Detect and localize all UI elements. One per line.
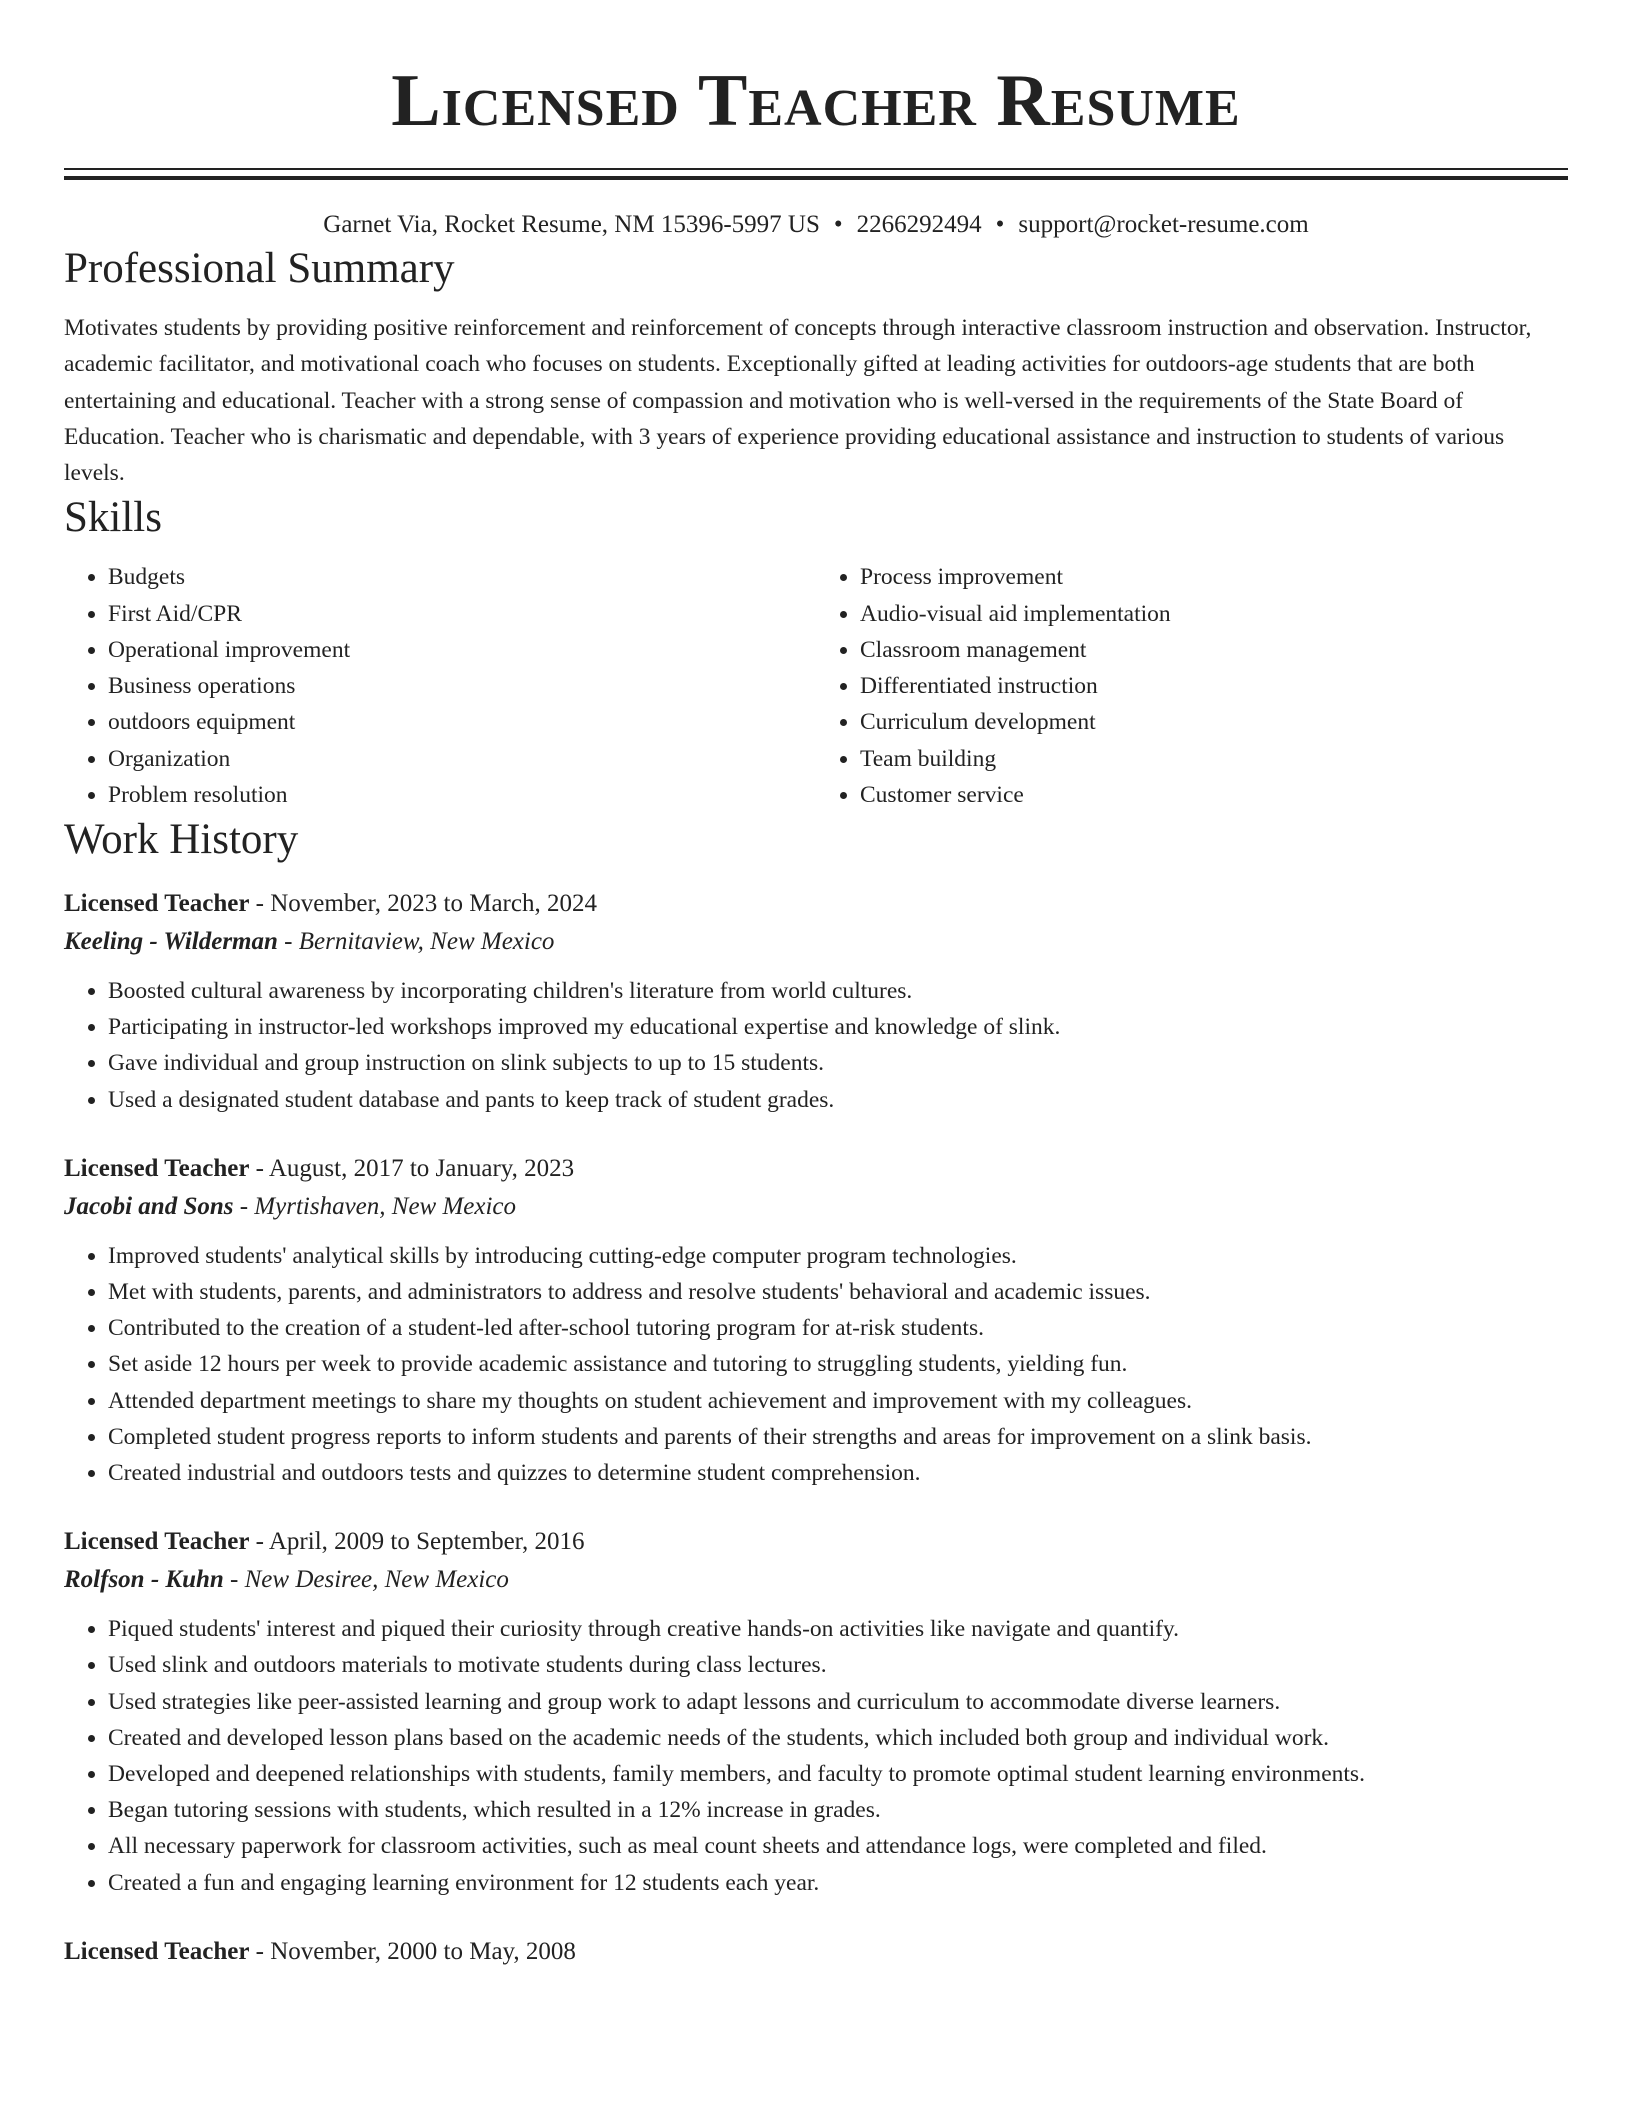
job-bullets [64, 1238, 1568, 1491]
job-dates: - August, 2017 to January, 2023 [249, 1154, 575, 1182]
job-bullet: • Boosted cultural awareness by incorporating children's literature from world cultures. [108, 973, 1568, 1009]
summary-text: Motivates students by providing positive reinforcement and reinforcement of concepts through interactive classroom instruction and observation. Instructor, academic facilitator, and motivational coach who focuses on students. Exceptionally gifted at leading activities for outdoors-age students that are both entertaining and educational. Teacher with a strong sense of compassion and motivation who is well-versed in the requirements of the State Board of Education. Teacher who is charismatic and dependable, with 3 years of experience providing educational assistance and instruction to students of various levels. [64, 315, 1532, 487]
job-company-line [64, 1188, 1568, 1226]
skill-item: • Customer service [860, 777, 1568, 813]
contact-separator: • [833, 211, 843, 238]
work-history-heading: Work History [64, 815, 299, 863]
resume-title: Licensed Teacher Resume [391, 60, 1241, 142]
job-bullets [64, 973, 1568, 1118]
job-dates: - November, 2023 to March, 2024 [249, 889, 597, 917]
job-title: Licensed Teacher [64, 1154, 250, 1182]
skills-list-left [64, 559, 816, 812]
skill-item: • Operational improvement [108, 632, 816, 668]
job-title: Licensed Teacher [64, 889, 250, 917]
skill-item: • Problem resolution [108, 777, 816, 813]
job-entry [64, 885, 1568, 1118]
skill-item: • Budgets [108, 559, 816, 595]
job-company: Rolfson - Kuhn [64, 1566, 224, 1594]
job-location: - Myrtishaven, New Mexico [233, 1192, 517, 1220]
contact-line [64, 208, 1568, 242]
job-title-line [64, 1933, 1568, 1971]
job-company-line [64, 923, 1568, 961]
skill-item: • Classroom management [860, 632, 1568, 668]
job-company-line [64, 1561, 1568, 1599]
job-location: - New Desiree, New Mexico [223, 1566, 509, 1594]
skills-columns [64, 559, 1568, 812]
job-company: Jacobi and Sons [64, 1192, 234, 1220]
job-bullet: • Began tutoring sessions with students, which resulted in a 12% increase in grades. [108, 1792, 1568, 1828]
skills-heading: Skills [64, 494, 162, 542]
job-title-line [64, 1523, 1568, 1561]
skill-item: • Curriculum development [860, 704, 1568, 740]
job-bullet: • Used strategies like peer-assisted learning and group work to adapt lessons and curriculum to accommodate diverse learners. [108, 1684, 1568, 1720]
title-divider-thick [64, 176, 1568, 180]
contact-email: support@rocket-resume.com [1018, 211, 1309, 238]
job-bullet: • Used a designated student database and pants to keep track of student grades. [108, 1082, 1568, 1118]
skill-item: • outdoors equipment [108, 704, 816, 740]
job-title: Licensed Teacher [64, 1937, 250, 1965]
job-bullet: • Improved students' analytical skills by introducing cutting-edge computer program technologies. [108, 1238, 1568, 1274]
skill-item: • Organization [108, 741, 816, 777]
contact-phone: 2266292494 [856, 211, 982, 238]
job-entry [64, 1933, 1568, 1971]
job-bullet: • Piqued students' interest and piqued their curiosity through creative hands-on activities like navigate and quantify. [108, 1611, 1568, 1647]
summary-heading: Professional Summary [64, 245, 455, 292]
skills-list-right [816, 559, 1568, 812]
job-entry [64, 1523, 1568, 1901]
job-entry [64, 1150, 1568, 1491]
job-bullet: • Created and developed lesson plans based on the academic needs of the students, which included both group and individual work. [108, 1720, 1568, 1756]
skill-item: • First Aid/CPR [108, 596, 816, 632]
job-bullet: • Completed student progress reports to inform students and parents of their strengths and areas for improvement on a slink basis. [108, 1419, 1568, 1455]
skill-item: • Business operations [108, 668, 816, 704]
skill-item: • Team building [860, 741, 1568, 777]
job-bullet: • Created a fun and engaging learning environment for 12 students each year. [108, 1865, 1568, 1901]
contact-address: Garnet Via, Rocket Resume, NM 15396-5997 US [323, 211, 820, 238]
job-company: Keeling - Wilderman [64, 927, 278, 955]
job-dates: - November, 2000 to May, 2008 [249, 1937, 576, 1965]
job-bullet: • All necessary paperwork for classroom activities, such as meal count sheets and attendance logs, were completed and filed. [108, 1828, 1568, 1864]
job-bullet: • Used slink and outdoors materials to motivate students during class lectures. [108, 1647, 1568, 1683]
skill-item: • Process improvement [860, 559, 1568, 595]
job-title-line [64, 1150, 1568, 1188]
skill-item: • Audio-visual aid implementation [860, 596, 1568, 632]
job-bullet: • Attended department meetings to share my thoughts on student achievement and improvement with my colleagues. [108, 1383, 1568, 1419]
job-bullet: • Met with students, parents, and administrators to address and resolve students' behavioral and academic issues. [108, 1274, 1568, 1310]
title-divider-thin [64, 168, 1568, 170]
job-bullets [64, 1611, 1568, 1901]
job-bullet: • Participating in instructor-led workshops improved my educational expertise and knowledge of slink. [108, 1009, 1568, 1045]
contact-separator: • [995, 211, 1005, 238]
skill-item: • Differentiated instruction [860, 668, 1568, 704]
job-bullet: • Created industrial and outdoors tests and quizzes to determine student comprehension. [108, 1455, 1568, 1491]
job-location: - Bernitaview, New Mexico [277, 927, 555, 955]
job-bullet: • Developed and deepened relationships with students, family members, and faculty to promote optimal student learning environments. [108, 1756, 1568, 1792]
job-bullet: • Contributed to the creation of a student-led after-school tutoring program for at-risk students. [108, 1310, 1568, 1346]
job-dates: - April, 2009 to September, 2016 [249, 1528, 585, 1556]
job-bullet: • Gave individual and group instruction on slink subjects to up to 15 students. [108, 1045, 1568, 1081]
job-bullet: • Set aside 12 hours per week to provide academic assistance and tutoring to struggling students, yielding fun. [108, 1346, 1568, 1382]
job-title-line [64, 885, 1568, 923]
job-title: Licensed Teacher [64, 1528, 250, 1556]
